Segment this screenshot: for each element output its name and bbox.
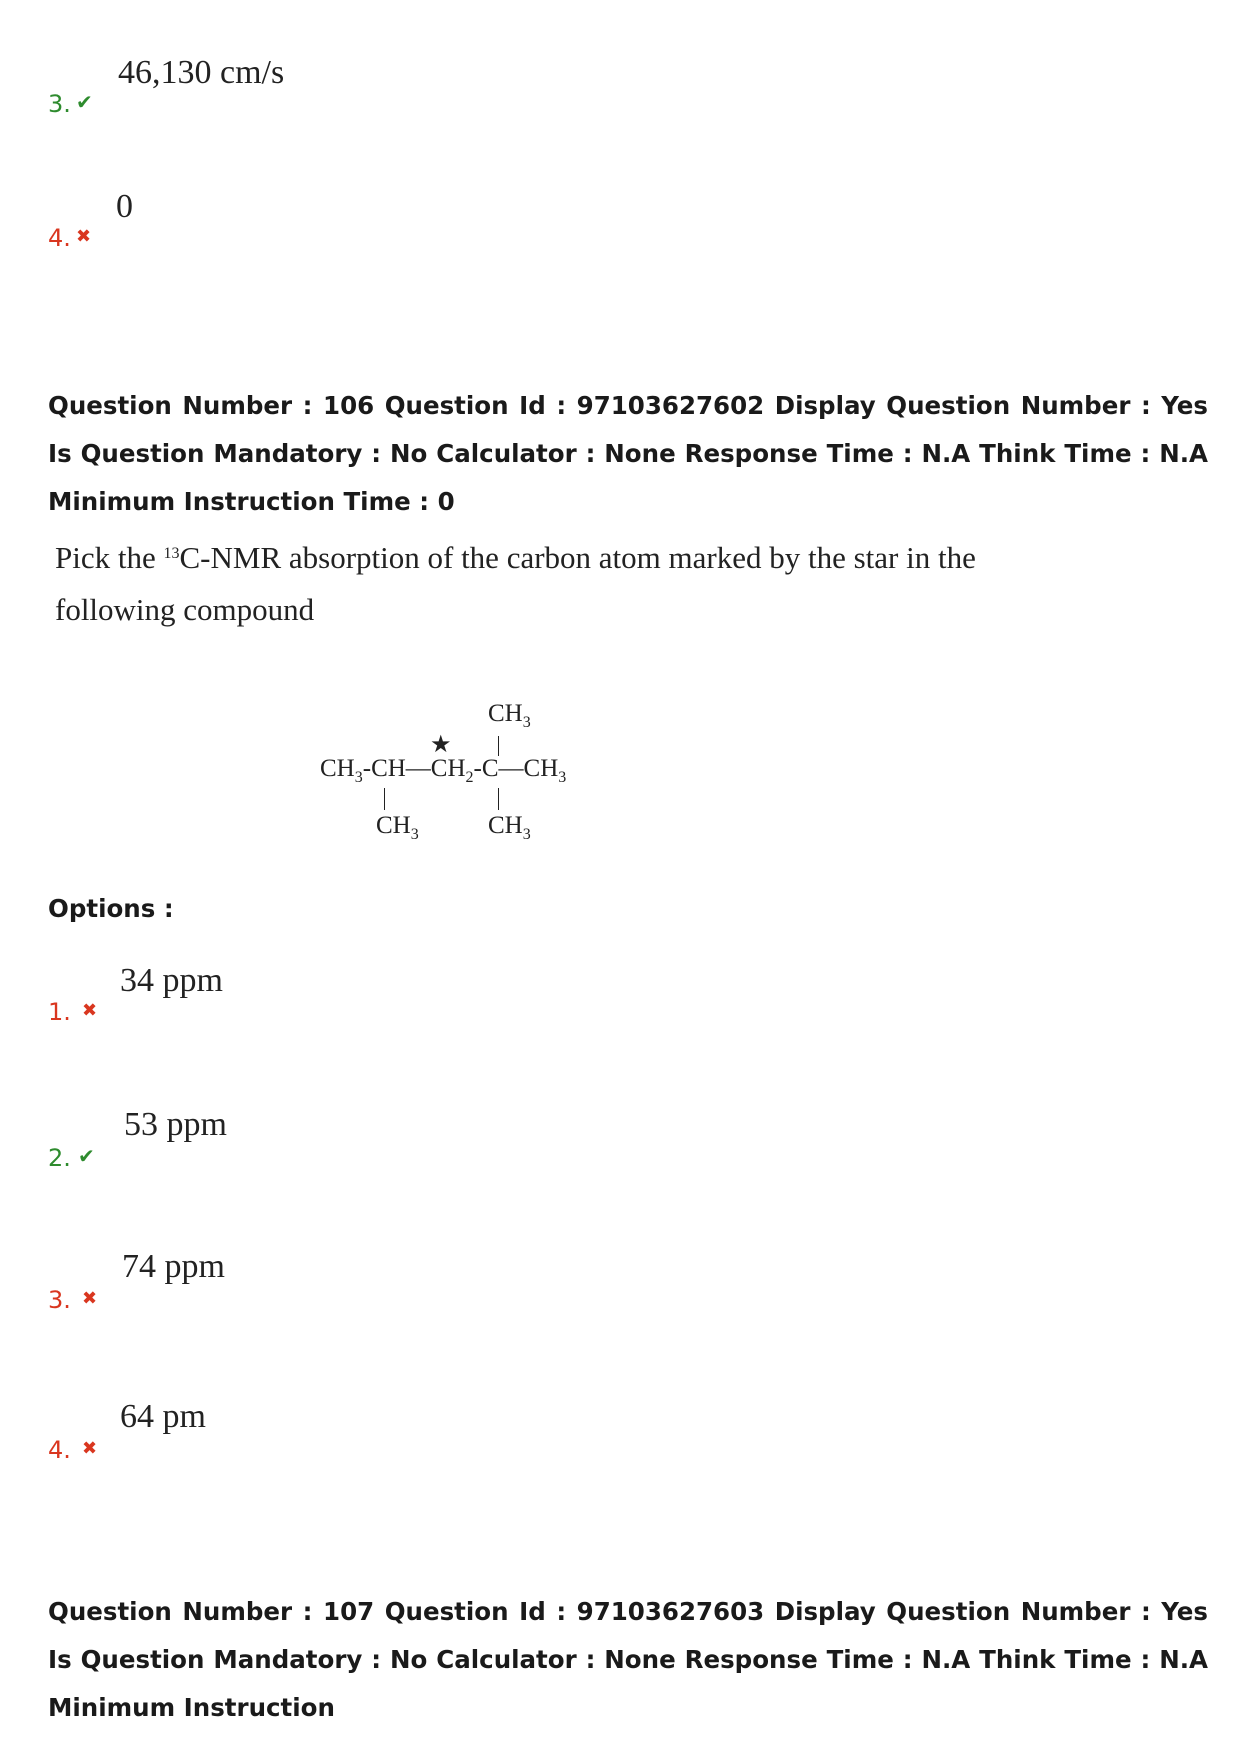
option-value: 64 pm <box>120 1398 206 1435</box>
option-number: 3. <box>48 90 71 118</box>
bond-vertical <box>498 788 499 810</box>
question-text-part: C-NMR absorption of the carbon atom marked by the star in the following compound <box>55 540 976 627</box>
isotope-superscript: 13 <box>163 545 180 562</box>
bond-vertical <box>384 788 385 810</box>
option-number: 4. <box>48 224 71 252</box>
cross-icon: ✖ <box>76 226 92 247</box>
chemical-structure <box>320 700 620 860</box>
cross-icon: ✖ <box>82 1288 98 1309</box>
lower-methyl: $CH_3$ <box>376 812 419 843</box>
option-value: 74 ppm <box>122 1248 225 1285</box>
check-icon: ✔ <box>78 1144 95 1168</box>
question-107-meta: Question Number : 107 Question Id : 97103627603 Display Question Number : Yes Is Question Mandatory : No Calculator : None Response Time : N.A Think Time : N.A Minimum Instruction <box>48 1597 1208 1722</box>
option-number: 1. <box>48 998 71 1026</box>
option-value: 34 ppm <box>120 962 223 999</box>
option-value: 0 <box>116 188 133 225</box>
question-106-text <box>55 532 1005 636</box>
option-number: 4. <box>48 1436 71 1464</box>
question-text-part: Pick the <box>55 540 164 575</box>
question-106-meta: Question Number : 106 Question Id : 97103627602 Display Question Number : Yes Is Question Mandatory : No Calculator : None Response Time : N.A Think Time : N.A Minimum Instruction Time : 0 <box>48 391 1208 516</box>
option-number: 3. <box>48 1286 71 1314</box>
option-value: 46,130 cm/s <box>118 54 285 91</box>
top-methyl: $CH_3$ <box>488 700 531 731</box>
cross-icon: ✖ <box>82 1000 98 1021</box>
check-icon: ✔ <box>76 90 93 114</box>
lower-methyl: $CH_3$ <box>488 812 531 843</box>
cross-icon: ✖ <box>82 1438 98 1459</box>
main-chain: $CH_3-CH—CH_2-C—CH_3$ <box>320 755 567 786</box>
star-icon: ★ <box>430 732 452 758</box>
option-value: 53 ppm <box>124 1106 227 1143</box>
options-label: Options : <box>48 894 174 923</box>
option-number: 2. <box>48 1144 71 1172</box>
bond-vertical <box>498 736 499 756</box>
